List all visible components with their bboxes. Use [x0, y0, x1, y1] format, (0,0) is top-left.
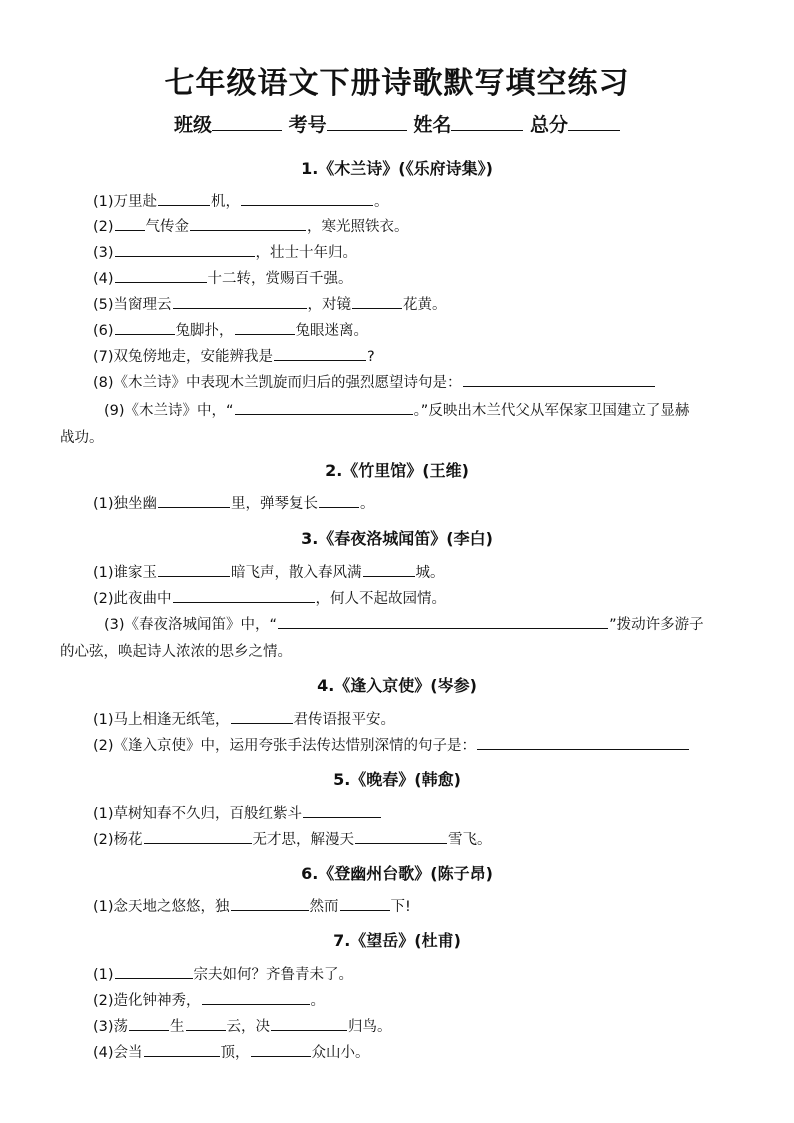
exam-no-label: 考号	[288, 114, 327, 136]
question-line: (1)万里赴 机， 。	[93, 190, 389, 211]
section-heading: 2.《竹里馆》(王维)	[325, 461, 469, 480]
question-line-continued: 战功。	[60, 430, 104, 446]
class-label: 班级	[174, 114, 213, 136]
answer-blank[interactable]	[158, 493, 230, 508]
question-line: (3)荡 生 云，决 归鸟。	[93, 1015, 392, 1036]
answer-blank[interactable]	[231, 709, 293, 724]
answer-blank[interactable]	[340, 896, 390, 911]
question-line: (1) 宗夫如何？齐鲁青未了。	[93, 963, 353, 984]
question-line: (2)此夜曲中 ，何人不起故园情。	[93, 587, 446, 608]
question-line-continued: 的心弦，唤起诗人浓浓的思乡之情。	[60, 644, 292, 660]
section-heading: 5.《晚春》(韩愈)	[333, 770, 461, 789]
name-blank[interactable]	[451, 112, 523, 131]
section-heading: 4.《逢入京使》(岑参)	[317, 676, 477, 695]
answer-blank[interactable]	[352, 294, 402, 309]
answer-blank[interactable]	[144, 829, 252, 844]
answer-blank[interactable]	[186, 1016, 226, 1031]
answer-blank[interactable]	[144, 1042, 220, 1057]
question-line: (1)谁家玉 暗飞声，散入春风满 城。	[93, 561, 445, 582]
answer-blank[interactable]	[115, 268, 207, 283]
answer-blank[interactable]	[115, 216, 145, 231]
answer-blank[interactable]	[202, 990, 310, 1005]
answer-blank[interactable]	[363, 562, 415, 577]
class-blank[interactable]	[212, 112, 282, 131]
question-line: (7)双兔傍地走，安能辨我是 ?	[93, 345, 375, 366]
answer-blank[interactable]	[251, 1042, 311, 1057]
question-line: (4) 十二转，赏赐百千强。	[93, 267, 353, 288]
answer-blank[interactable]	[115, 242, 255, 257]
exam-no-blank[interactable]	[327, 112, 407, 131]
section-heading: 7.《望岳》(杜甫)	[333, 931, 461, 950]
answer-blank[interactable]	[271, 1016, 347, 1031]
answer-blank[interactable]	[158, 562, 230, 577]
answer-blank[interactable]	[463, 372, 655, 387]
answer-blank[interactable]	[319, 493, 359, 508]
score-blank[interactable]	[568, 112, 620, 131]
student-info-row	[0, 110, 794, 137]
question-line: (3) ，壮士十年归。	[93, 241, 357, 262]
section-heading: 1.《木兰诗》(《乐府诗集》)	[301, 159, 493, 178]
section-heading: 3.《春夜洛城闻笛》(李白)	[301, 529, 493, 548]
answer-blank[interactable]	[241, 191, 373, 206]
answer-blank[interactable]	[235, 320, 295, 335]
answer-blank[interactable]	[278, 614, 608, 629]
question-line: (2)《逢入京使》中，运用夸张手法传达惜别深情的句子是：	[93, 734, 690, 755]
question-line: (2) 气传金 ，寒光照铁衣。	[93, 215, 409, 236]
question-line: (1)念天地之悠悠，独 然而 下!	[93, 895, 411, 916]
answer-blank[interactable]	[477, 735, 689, 750]
answer-blank[interactable]	[173, 294, 307, 309]
question-line: (9)《木兰诗》中，“ 。”反映出木兰代父从军保家卫国建立了显赫	[104, 399, 689, 420]
score-label: 总分	[529, 114, 568, 136]
answer-blank[interactable]	[129, 1016, 169, 1031]
question-line: (5)当窗理云 ，对镜 花黄。	[93, 293, 447, 314]
question-line: (8)《木兰诗》中表现木兰凯旋而归后的强烈愿望诗句是：	[93, 371, 656, 392]
answer-blank[interactable]	[231, 896, 309, 911]
question-line: (3)《春夜洛城闻笛》中，“ ”拨动许多游子	[104, 613, 704, 634]
answer-blank[interactable]	[355, 829, 447, 844]
section-heading: 6.《登幽州台歌》(陈子昂)	[301, 864, 493, 883]
answer-blank[interactable]	[173, 588, 315, 603]
question-line: (1)马上相逢无纸笔， 君传语报平安。	[93, 708, 395, 729]
question-line: (6) 兔脚扑， 兔眼迷离。	[93, 319, 368, 340]
answer-blank[interactable]	[115, 964, 193, 979]
answer-blank[interactable]	[274, 346, 366, 361]
answer-blank[interactable]	[158, 191, 210, 206]
question-line: (4)会当 顶， 众山小。	[93, 1041, 370, 1062]
question-line: (1)草树知春不久归，百般红紫斗	[93, 802, 382, 823]
answer-blank[interactable]	[115, 320, 175, 335]
answer-blank[interactable]	[303, 803, 381, 818]
question-line: (1)独坐幽 里，弹琴复长 。	[93, 492, 375, 513]
answer-blank[interactable]	[190, 216, 306, 231]
answer-blank[interactable]	[235, 400, 413, 415]
question-line: (2)造化钟神秀， 。	[93, 989, 325, 1010]
name-label: 姓名	[413, 114, 452, 136]
question-line: (2)杨花 无才思，解漫天 雪飞。	[93, 828, 492, 849]
page-title: 七年级语文下册诗歌默写填空练习	[164, 66, 630, 101]
